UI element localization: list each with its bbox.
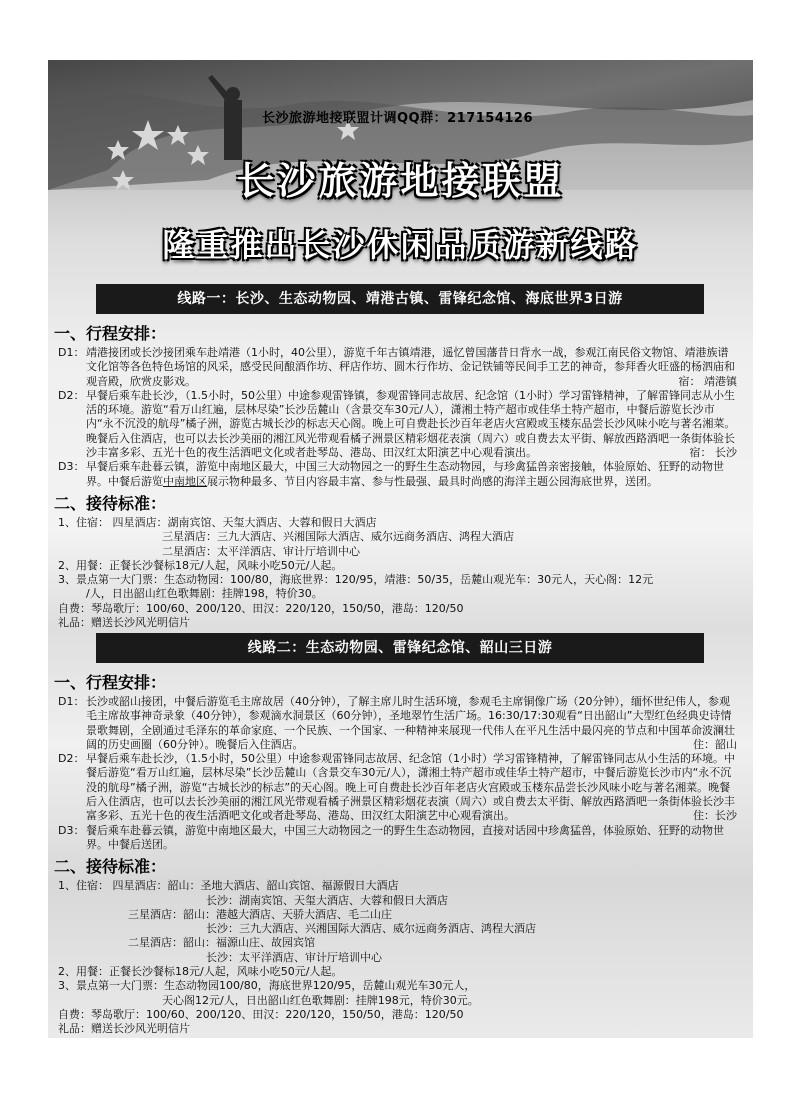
main-title: 长沙旅游地接联盟	[236, 159, 565, 203]
route1-day2: D2： 早餐后乘车赴长沙，（1.5小时，50公里）中途参观雷锋镇，参观雷锋同志故居、纪念馆（1小时）学习雷锋精神，了解雷锋同志从小生活的环境。游览“看万山红遍，层林尽染”长沙岳麓山（含景交车30元/人），潇湘土特产超市或佳华土特产超市，中餐后游览长沙市内“永不沉没的航母”橘子洲，游览古城长沙的标志天心阁。晚上可自费赴长沙百年老店火宫殿或玉楼东品尝长沙风味小吃与著名湘菜。晚餐后入住酒店，也可以去长沙美丽的湘江风光带观看橘子洲景区精彩烟花表演（周六）或自费去太平街、解放西路酒吧一条街体验长沙丰富多彩、五光十色的夜生活酒吧文化或者赴琴岛、港岛、田汉红太阳演艺中心观看演出。 宿： 长沙	[58, 388, 737, 460]
central-south-link[interactable]: 中南地区	[163, 474, 207, 488]
route2-itinerary-heading: 一、行程安排：	[54, 673, 167, 692]
route2-day2: D2： 早餐后乘车赴长沙，（1.5小时，50公里）中途参观雷锋同志故居、纪念馆（1小时）学习雷锋精神，了解雷锋同志从小生活的环境。中餐后游览“看万山红遍，层林尽染”长沙岳麓山（含景交车30元/人），潇湘土特产超市或佳华土特产超市，中餐后游览长沙市内“永不沉没的航母”橘子洲，游览“古城长沙的标志”的天心阁。晚上可自费赴长沙百年老店火宫殿或玉楼东品尝长沙风味小吃与著名湘菜。晚餐后入住酒店，也可以去长沙美丽的湘江风光带观看橘子洲景区精彩烟花表演（周六）或自费去太平街、解放西路酒吧一条街体验长沙丰富多彩、五光十色的夜生活酒吧文化或者赴琴岛、港岛、田汉红太阳演艺中心观看演出。 住：长沙	[58, 752, 737, 823]
route1-itinerary-heading: 一、行程安排：	[54, 324, 167, 343]
route2-itinerary	[48, 670, 753, 1037]
route2-day1: D1： 长沙或韶山接团，中餐后游览毛主席故居（40分钟），了解主席儿时生活环境，参观毛主席铜像广场（20分钟），缅怀世纪伟人，参观毛主席故事神奇录象（40分钟），参观滴水洞景区（60分钟），圣地翠竹生活广场。16:30/17:30观看“日出韶山”大型红色经典史诗情景歌舞剧，全剧通过毛泽东的革命家庭、一个民族、一个国家、一种精神来展现一代伟人在平凡生活中最闪亮的节点和中国革命波澜壮阔的历史画圈（60分钟）。晚餐后入住酒店。 住：韶山	[58, 695, 737, 751]
main-subtitle: 隆重推出长沙休闲品质游新线路	[162, 226, 639, 264]
route2-standards: 1、住宿： 四星酒店：韶山：圣地大酒店、韶山宾馆、福源假日大酒店 长沙：湖南宾馆、天玺大酒店、大蓉和假日大酒店 三星酒店：韶山：港越大酒店、天骄大酒店、毛二山庄 长沙：三九大酒店、兴湘国际大酒店、威尔远商务酒店、鸿程大酒店 二星酒店：韶山：福源山庄、故园宾馆 长沙：太平洋酒店、审计厅培训中心 2、用餐：正餐长沙餐标18元/人起，风味小吃50元/人起。 3、景点第一大门票：生态动物园100/80，海底世界120/95，岳麓山观光车30元人， 天心阁12元/人，日出韶山红色歌舞剧：挂牌198元，特价30元。 自费：琴岛歌厅：100/60、200/120、田汉：220/120，150/50，港岛：120/50 礼品：赠送长沙风光明信片	[58, 879, 536, 1036]
route2-day2-stay: 住：长沙	[693, 809, 737, 823]
qq-group-text: 长沙旅游地接联盟计调QQ群：217154126	[262, 111, 534, 126]
route1-day3: D3： 早餐后乘车赴暮云镇，游览中南地区最大，中国三大动物园之一的野生生态动物园，与珍禽猛兽亲密接触，体验原始、狂野的动物世界。中餐后游览中南地区展示物种最多、节目内容最丰富、参与性最强、最具时尚感的海洋主题公园海底世界，送团。	[58, 460, 724, 488]
route1-standard-heading: 二、接待标准：	[54, 493, 167, 513]
route2-days	[48, 695, 753, 852]
route2-day1-stay: 住：韶山	[693, 737, 737, 751]
poster	[48, 60, 753, 1038]
route1-standards: 1、住宿： 四星酒店：湖南宾馆、天玺大酒店、大蓉和假日大酒店 三星酒店：三九大酒店、兴湘国际大酒店、威尔远商务酒店、鸿程大酒店 二星酒店：太平洋酒店、审计厅培训中心 2、用餐：正餐长沙餐标18元/人起，风味小吃50元/人起。 3、景点第一大门票：生态动物园：100/80，海底世界：120/95，靖港：50/35，岳麓山观光车：30元人，天心阁：12元 /人，日出韶山红色歌舞剧：挂牌198，特价30。 自费：琴岛歌厅：100/60、200/120、田汉：220/120，150/50，港岛：120/50 礼品：赠送长沙风光明信片	[58, 515, 654, 630]
route2-day3: D3： 餐后乘车赴暮云镇，游览中南地区最大，中国三大动物园之一的野生生态动物园，直接对话园中珍禽猛兽，体验原始、狂野的动物世界。中餐后送团。	[58, 823, 724, 851]
route2-banner: 线路二：生态动物园、雷锋纪念馆、韶山三日游	[96, 633, 704, 663]
route1-banner: 线路一：长沙、生态动物园、靖港古镇、雷锋纪念馆、海底世界3日游	[96, 284, 704, 314]
route1-day1-stay: 宿： 靖港镇	[678, 374, 737, 388]
route1-day1: D1： 靖港接团或长沙接团乘车赴靖港（1小时，40公里），游览千年古镇靖港，遥忆曾国藩昔日背水一战，参观江南民俗文物馆、靖港族谱文化馆等各色特色场馆的风采，感受民间酿酒作坊、秤店作坊、圆木行作坊、金记铁铺等民间手工艺的神奇，参拜香火旺盛的杨泗庙和观音殿，欣赏皮影戏。 宿： 靖港镇	[58, 346, 737, 388]
route1-days	[48, 346, 753, 489]
route1-day2-stay: 宿： 长沙	[689, 446, 737, 460]
route2-standard-heading: 二、接待标准：	[54, 857, 167, 877]
route1-itinerary	[48, 321, 753, 630]
